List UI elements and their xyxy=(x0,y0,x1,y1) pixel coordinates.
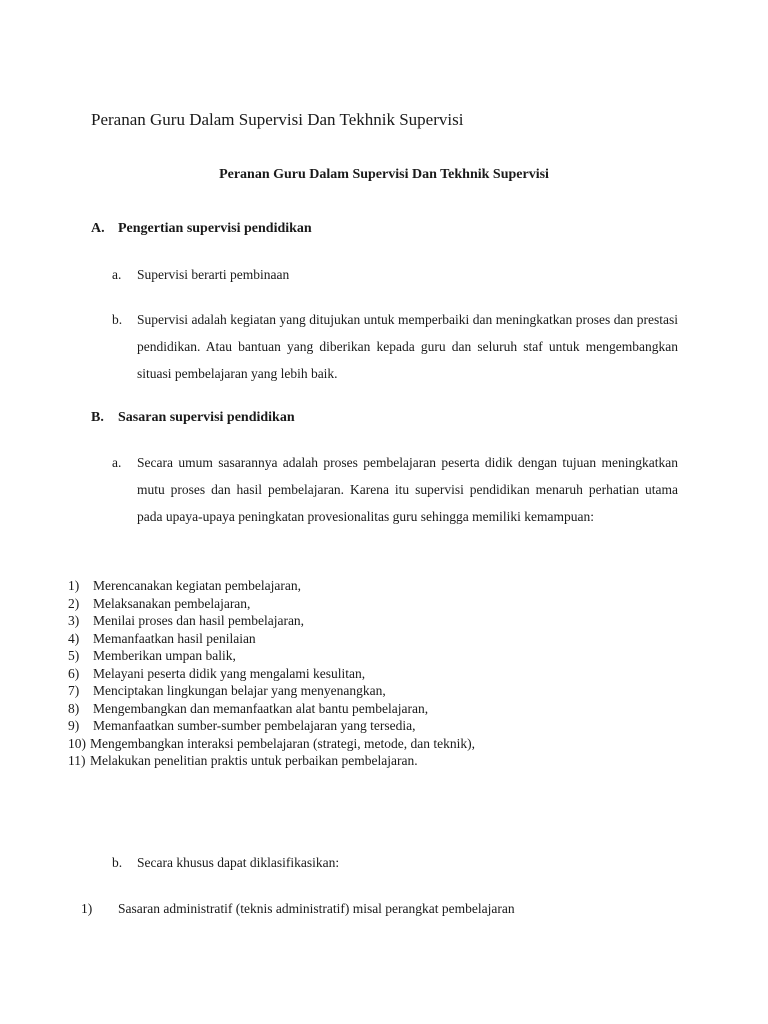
item-marker: b. xyxy=(112,312,123,327)
abilities-list xyxy=(68,577,475,770)
item-marker: b. xyxy=(112,855,123,870)
special-target-item xyxy=(81,901,515,917)
list-number: 8) xyxy=(68,700,80,716)
list-number: 9) xyxy=(68,718,80,733)
section-a-item-b xyxy=(112,307,678,387)
document-subtitle: Peranan Guru Dalam Supervisi Dan Tekhnik Supervisi xyxy=(219,167,549,182)
list-number: 1) xyxy=(68,578,80,593)
section-b-title: Sasaran supervisi pendidikan xyxy=(118,410,295,425)
list-item xyxy=(68,700,475,718)
list-text: Melaksanakan pembelajaran, xyxy=(93,595,251,611)
section-b-letter: B. xyxy=(91,410,104,425)
list-number: 10) xyxy=(68,735,86,751)
list-item xyxy=(68,735,475,753)
list-number: 3) xyxy=(68,613,80,628)
list-text: Melayani peserta didik yang mengalami kesulitan, xyxy=(93,665,366,681)
list-number: 4) xyxy=(68,630,80,646)
list-item xyxy=(68,682,475,700)
section-b-heading xyxy=(91,410,295,426)
list-text: Mengembangkan dan memanfaatkan alat bantu pembelajaran, xyxy=(93,700,429,716)
list-item xyxy=(68,665,475,683)
list-text: Memberikan umpan balik, xyxy=(93,648,236,663)
list-text: Memanfaatkan sumber-sumber pembelajaran yang tersedia, xyxy=(93,718,416,733)
list-number: 1) xyxy=(81,901,93,916)
section-a-item-a xyxy=(112,262,678,289)
section-a-title: Pengertian supervisi pendidikan xyxy=(118,221,312,236)
item-marker: a. xyxy=(112,455,122,470)
list-number: 11) xyxy=(68,753,86,768)
list-number: 6) xyxy=(68,665,80,681)
item-marker: a. xyxy=(112,267,122,282)
list-text: Menilai proses dan hasil pembelajaran, xyxy=(93,613,305,628)
item-text: Secara khusus dapat diklasifikasikan: xyxy=(137,855,340,870)
list-item xyxy=(68,612,475,630)
list-text: Menciptakan lingkungan belajar yang menyenangkan, xyxy=(93,683,386,698)
section-a-letter: A. xyxy=(91,221,105,236)
list-item xyxy=(68,630,475,648)
item-text: Supervisi adalah kegiatan yang ditujukan untuk memperbaiki dan meningkatkan proses dan prestasi pendidikan. Atau bantuan yang diberikan kepada guru dan seluruh staf untuk mengembangkan situasi pembelajaran yang lebih baik. xyxy=(137,312,678,381)
list-item xyxy=(68,752,475,770)
list-item xyxy=(68,647,475,665)
list-text: Melakukan penelitian praktis untuk perbaikan pembelajaran. xyxy=(90,753,418,768)
list-text: Memanfaatkan hasil penilaian xyxy=(93,630,256,646)
section-a-heading xyxy=(91,221,312,237)
list-item xyxy=(68,717,475,735)
list-item xyxy=(68,595,475,613)
list-text: Sasaran administratif (teknis administratif) misal perangkat pembelajaran xyxy=(118,901,515,916)
document-title: Peranan Guru Dalam Supervisi Dan Tekhnik Supervisi xyxy=(91,110,464,129)
list-number: 5) xyxy=(68,648,80,663)
item-text: Supervisi berarti pembinaan xyxy=(137,267,290,282)
list-number: 7) xyxy=(68,683,80,698)
section-b-item-b xyxy=(112,850,678,877)
section-b-item-a xyxy=(112,450,678,530)
list-number: 2) xyxy=(68,595,80,611)
item-text: Secara umum sasarannya adalah proses pembelajaran peserta didik dengan tujuan meningkatkan mutu proses dan hasil pembelajaran. Karena itu supervisi pendidikan menaruh perhatian utama pada upaya-upaya peningkatan provesionalitas guru sehingga memiliki kemampuan: xyxy=(137,455,678,524)
list-text: Merencanakan kegiatan pembelajaran, xyxy=(93,578,302,593)
list-item xyxy=(68,577,475,595)
list-text: Mengembangkan interaksi pembelajaran (strategi, metode, dan teknik), xyxy=(90,735,475,751)
